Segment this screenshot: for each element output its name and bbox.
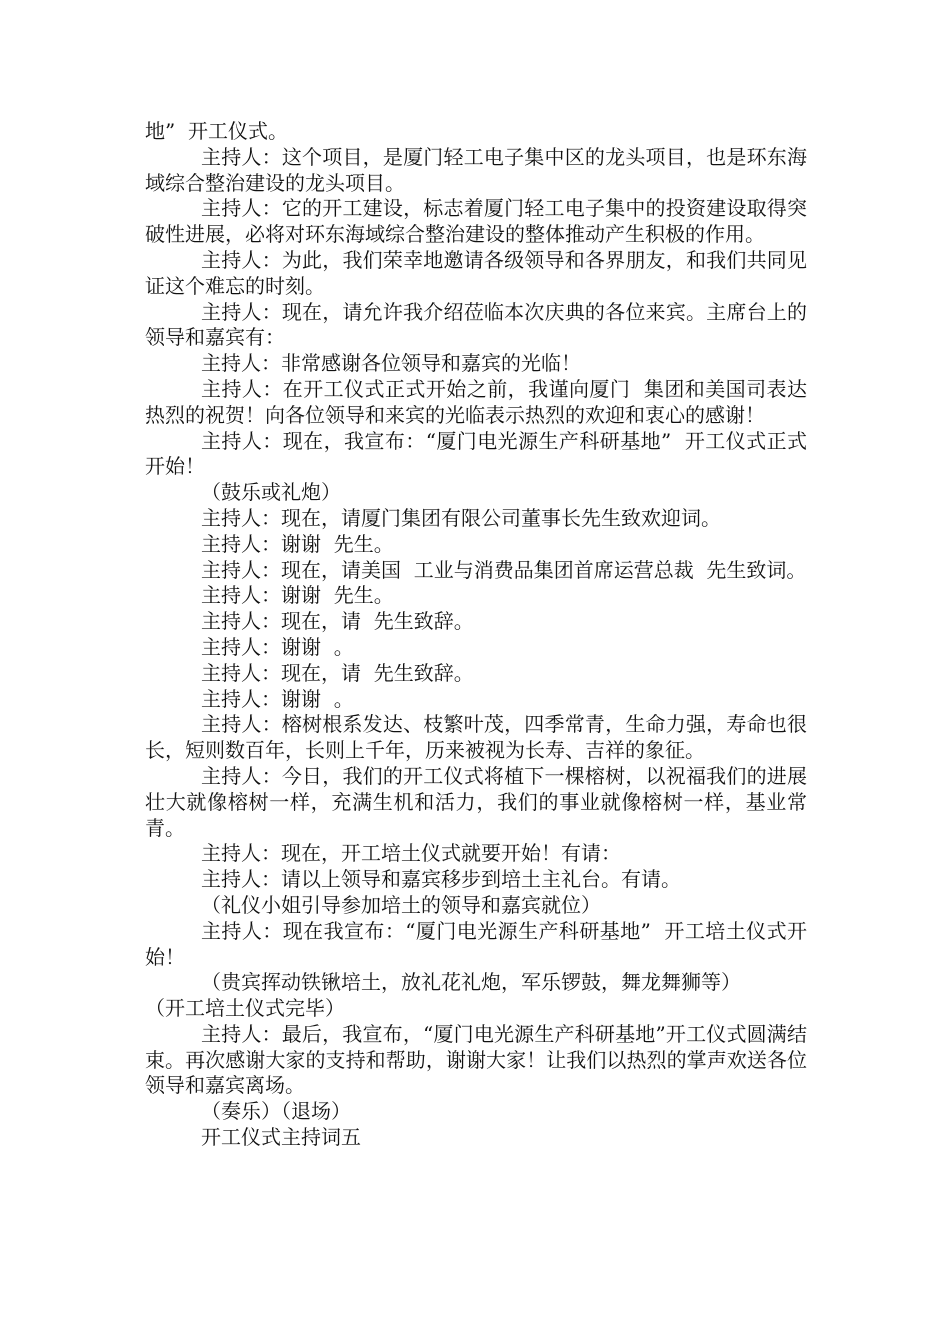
paragraph: （开工培土仪式完毕） (145, 996, 345, 1021)
paragraph: 主持人：今日，我们的开工仪式将植下一棵榕树，以祝福我们的进展壮大就像榕树一样，充满生机和活力，我们的事业就像榕树一样，基业常青。 (145, 763, 807, 840)
paragraph: （贵宾挥动铁锹培土，放礼花礼炮，军乐锣鼓，舞龙舞狮等） (201, 970, 741, 995)
paragraph: 主持人：谢谢 。 (201, 634, 354, 659)
document-page (145, 119, 807, 1151)
paragraph: 地” 开工仪式。 (145, 119, 288, 143)
paragraph: 主持人：谢谢 先生。 (201, 583, 394, 608)
paragraph: 主持人：它的开工建设，标志着厦门轻工电子集中的投资建设取得突破性进展，必将对环东海域综合整治建设的整体推动产生积极的作用。 (145, 196, 807, 247)
paragraph: 主持人：现在，开工培土仪式就要开始！有请： (201, 841, 621, 866)
paragraph: 主持人：请以上领导和嘉宾移步到培土主礼台。有请。 (201, 867, 681, 892)
paragraph: 开工仪式主持词五 (201, 1125, 361, 1150)
paragraph: 主持人：现在，我宣布：“厦门电光源生产科研基地” 开工仪式正式开始！ (145, 428, 807, 479)
paragraph: 主持人：这个项目，是厦门轻工电子集中区的龙头项目，也是环东海域综合整治建设的龙头项目。 (145, 144, 807, 195)
paragraph: 主持人：现在，请厦门集团有限公司董事长先生致欢迎词。 (201, 505, 721, 530)
paragraph: 主持人：非常感谢各位领导和嘉宾的光临！ (201, 351, 581, 376)
paragraph: 主持人：为此，我们荣幸地邀请各级领导和各界朋友，和我们共同见证这个难忘的时刻。 (145, 247, 807, 298)
paragraph: （鼓乐或礼炮） (201, 480, 341, 505)
paragraph: 主持人：现在，请美国 工业与消费品集团首席运营总裁 先生致词。 (201, 557, 807, 582)
paragraph: 主持人：最后，我宣布，“厦门电光源生产科研基地”开工仪式圆满结束。再次感谢大家的支持和帮助，谢谢大家！让我们以热烈的掌声欢送各位领导和嘉宾离场。 (145, 1021, 807, 1098)
paragraph: 主持人：现在，请 先生致辞。 (201, 609, 474, 634)
paragraph: 主持人：在开工仪式正式开始之前，我谨向厦门 集团和美国司表达热烈的祝贺！向各位领导和来宾的光临表示热烈的欢迎和衷心的感谢！ (145, 376, 807, 427)
paragraph: 主持人：现在，请 先生致辞。 (201, 660, 474, 685)
paragraph: 主持人：榕树根系发达、枝繁叶茂，四季常青，生命力强，寿命也很长，短则数百年，长则上千年，历来被视为长寿、吉祥的象征。 (145, 712, 807, 763)
paragraph: 主持人：谢谢 先生。 (201, 531, 394, 556)
paragraph: 主持人：谢谢 。 (201, 686, 354, 711)
paragraph: 主持人：现在我宣布：“厦门电光源生产科研基地” 开工培土仪式开始！ (145, 918, 807, 969)
paragraph: （礼仪小姐引导参加培土的领导和嘉宾就位） (201, 892, 601, 917)
paragraph: 主持人：现在，请允许我介绍莅临本次庆典的各位来宾。主席台上的领导和嘉宾有： (145, 299, 807, 350)
paragraph: （奏乐）（退场） (201, 1099, 351, 1124)
